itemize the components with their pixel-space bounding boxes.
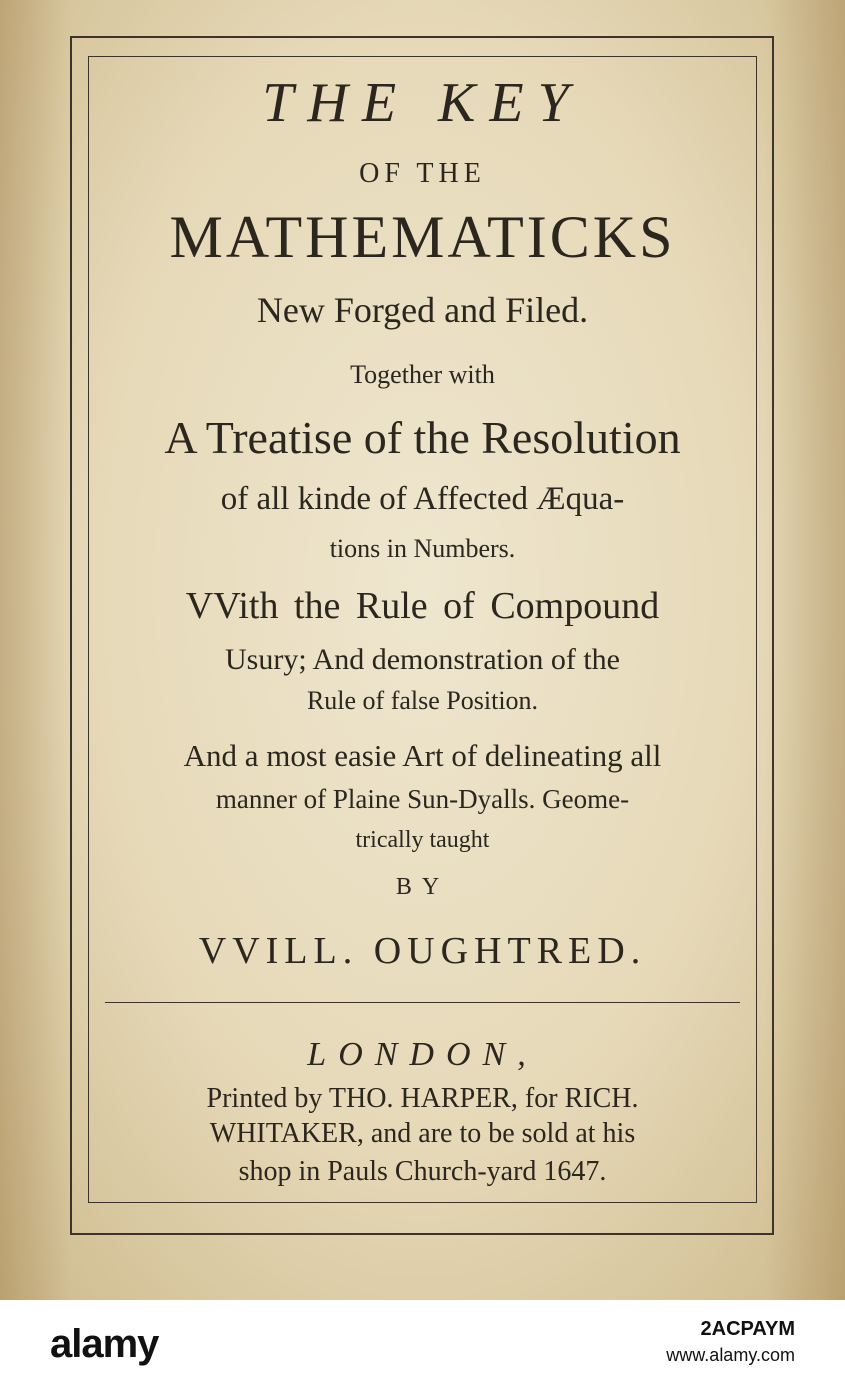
art-line-1: And a most easie Art of delineating all <box>183 738 662 773</box>
image-id: 2ACPAYM <box>700 1318 795 1340</box>
art-line-2: manner of Plaine Sun-Dyalls. Geome- <box>215 784 630 814</box>
treatise-line-2: of all kinde of Affected Æqua- <box>220 481 625 517</box>
title-line-2: OF THE <box>359 158 486 189</box>
image-id-block <box>666 1318 795 1366</box>
imprint-line-1: Printed by THO. HARPER, for RICH. <box>206 1083 639 1114</box>
imprint-line-2: WHITAKER, and are to be sold at his <box>209 1118 636 1149</box>
site-url: www.alamy.com <box>666 1345 795 1365</box>
title-line-3: MATHEMATICKS <box>169 204 676 270</box>
by-line: BY <box>395 874 450 900</box>
stock-footer <box>0 1300 845 1390</box>
author-name: VVILL. OUGHTRED. <box>198 930 647 972</box>
with-rule-line: VVith the Rule of Compound <box>185 585 660 627</box>
subtitle: New Forged and Filed. <box>256 290 589 330</box>
divider-rule <box>105 1002 740 1003</box>
title-line-1: THE KEY <box>262 72 583 134</box>
art-line-3: trically taught <box>355 827 490 853</box>
treatise-title: A Treatise of the Resolution <box>164 412 681 463</box>
place-of-publication: LONDON, <box>307 1036 538 1073</box>
usury-line: Usury; And demonstration of the <box>225 643 620 676</box>
false-position-line: Rule of false Position. <box>306 686 539 715</box>
imprint-line-3: shop in Pauls Church-yard 1647. <box>238 1156 607 1187</box>
alamy-logo: alamy <box>50 1322 159 1366</box>
together-with: Together with <box>350 360 495 389</box>
treatise-line-3: tions in Numbers. <box>329 534 516 563</box>
